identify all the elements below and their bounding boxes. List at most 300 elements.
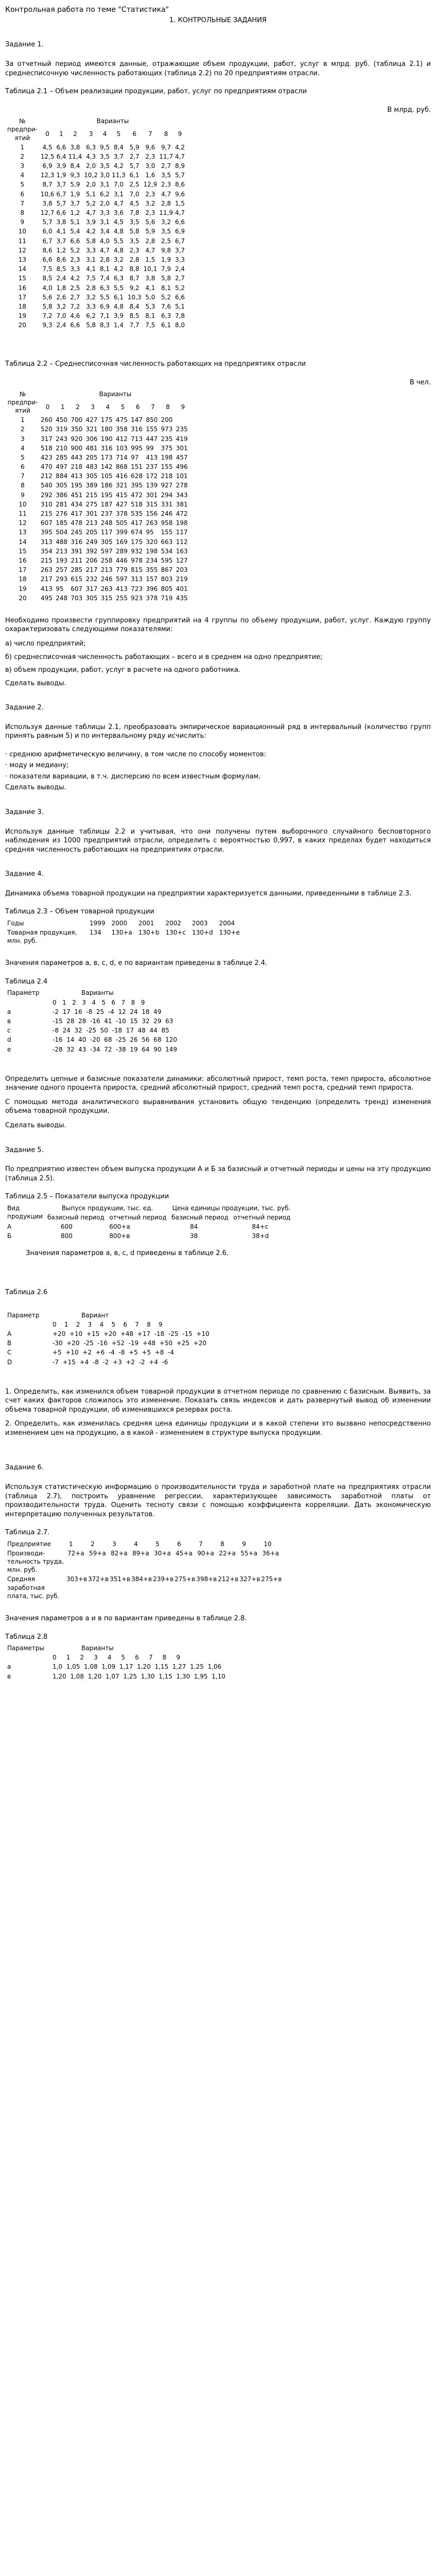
table-cell: 723 — [131, 585, 143, 592]
table-cell: 607 — [41, 519, 53, 527]
table-cell: 6,6 — [56, 209, 66, 217]
row-number: 7 — [20, 199, 25, 207]
table-row — [5, 594, 190, 603]
table-row — [5, 1358, 212, 1367]
table-2-1-head-left: № предпри-ятий — [7, 117, 38, 142]
table-cell: 2,3 — [145, 209, 155, 217]
table-cell: 7,5 — [42, 265, 53, 273]
table-cell: 416 — [115, 472, 128, 480]
table-cell: 3,1 — [86, 256, 96, 263]
values-cell: -28 32 43 -34 72 -38 19 64 90 149 — [53, 1045, 177, 1053]
table-cell: 923 — [131, 594, 143, 602]
table-cell: 5,9 — [129, 143, 139, 151]
table-cell: 155 — [161, 529, 173, 536]
row-number: 8 — [21, 482, 25, 489]
table-cell: 215 — [41, 510, 53, 518]
row-number: 20 — [18, 321, 26, 329]
table-cell: 292 — [41, 491, 53, 499]
table-2-8 — [5, 1643, 228, 1681]
table-cell: 417 — [131, 519, 143, 527]
productivity-cell: 36+a — [262, 1549, 279, 1557]
task-3-text: Используя данные таблицы 2.2 и учитывая, что они получены путем выборочного случайного бесповторного наблюдения из 1000 предприятий отрасли, определить с вероятностью 0,997, в каких пределах будет находиться средняя численность работающих на предприятиях отрасли. — [5, 827, 431, 854]
task-2-text: Используя данные таблицы 2.1, преобразовать эмпирическое вариационный ряд в интервальный (количество групп принять равным 5) и по интервальному ряду исчислить: — [5, 723, 431, 740]
base-price-cell: 84 — [189, 1223, 198, 1231]
wage-cell: 327+в — [239, 1575, 260, 1583]
table-cell: 142 — [100, 463, 113, 471]
instruction-line: в) объем продукции, работ, услуг в расчете на одного работника. — [5, 666, 241, 674]
table-cell: 260 — [41, 416, 53, 424]
table-cell: 719 — [161, 594, 173, 602]
table-cell: 7,2 — [70, 302, 80, 310]
table-cell: 8,4 — [70, 162, 80, 170]
enterprise-cell: 10 — [264, 1540, 272, 1548]
values-cell: -8 24 32 -25 50 -18 17 48 44 85 — [53, 1027, 169, 1035]
values-cell: +5 +10 +2 +6 -4 -8 +5 +5 +8 -4 — [53, 1349, 175, 1357]
table-cell: 2,5 — [129, 181, 139, 189]
table-cell: 958 — [161, 519, 173, 527]
table-cell: 5,8 — [86, 237, 96, 245]
table-row — [5, 518, 190, 528]
table-cell: 4,2 — [175, 143, 185, 151]
table-cell: 218 — [71, 463, 83, 471]
task-2-title: Задание 2. — [5, 704, 44, 712]
table-cell: 255 — [115, 594, 128, 602]
row-number: 2 — [21, 426, 25, 433]
variant-number: 0 — [45, 403, 50, 411]
row-number: 11 — [19, 510, 27, 518]
variant-number: 8 — [164, 130, 168, 138]
table-cell: 306 — [85, 435, 98, 443]
table-cell: 237 — [146, 463, 158, 471]
table-row — [5, 246, 186, 255]
table-cell: 5,4 — [70, 228, 80, 235]
table-cell: 495 — [41, 594, 53, 602]
table-cell: 8,3 — [99, 321, 110, 329]
table-cell: 5,8 — [86, 321, 96, 329]
table-2-6-caption: Таблица 2.6 — [5, 1289, 48, 1297]
table-cell: 779 — [115, 566, 128, 574]
table-cell: 805 — [161, 585, 173, 592]
production-cell: 130+e — [219, 929, 240, 937]
row-number: 11 — [18, 237, 26, 245]
table-cell: 8,1 — [161, 284, 171, 292]
table-row — [5, 584, 190, 594]
table-cell: 331 — [161, 500, 173, 508]
table-cell: 3,0 — [145, 162, 155, 170]
table-cell: 6,7 — [175, 237, 185, 245]
table-row — [5, 311, 186, 320]
paragraph: 1. Определить, как изменился объем товарной продукции в отчетном периоде по сравнению с базисным. Выявить, за счет каких факторов сложилось это изменение. Показать связь индексов и дать развернутый вывод об изменении объема товарной продукции, об изменившихся резервах роста. — [5, 1387, 431, 1414]
table-cell: 8,0 — [175, 321, 185, 329]
productivity-cell: 82+a — [111, 1549, 128, 1557]
years-label: Годы — [7, 919, 24, 927]
table-cell: 4,7 — [175, 152, 185, 160]
instruction-line: Сделать выводы. — [5, 679, 66, 687]
table-cell: 198 — [161, 453, 173, 461]
variant-number: 3 — [91, 403, 95, 411]
table-cell: 597 — [115, 575, 128, 583]
table-cell: 4,2 — [113, 162, 124, 170]
variant-numbers-2-6: 0 1 2 3 4 5 6 7 8 9 — [53, 1320, 163, 1328]
table-cell: 5,1 — [86, 190, 96, 198]
table-row — [5, 217, 186, 227]
table-cell: 2,7 — [70, 293, 80, 301]
table-cell: 423 — [41, 453, 53, 461]
table-cell: 4,0 — [42, 284, 53, 292]
sub-base-2: базисный период — [171, 1213, 229, 1221]
table-cell: 6,2 — [99, 190, 110, 198]
table-cell: 6,1 — [113, 293, 124, 301]
table-cell: 180 — [100, 426, 113, 433]
enterprise-cell: 9 — [242, 1540, 246, 1548]
row-number: 14 — [19, 538, 27, 546]
table-cell: 215 — [85, 491, 98, 499]
table-cell: 8,8 — [129, 265, 139, 273]
table-2-1-unit: В млрд. руб. — [387, 106, 431, 114]
table-cell: 316 — [131, 426, 143, 433]
wage-cell: 239+в — [153, 1575, 174, 1583]
table-cell: 147 — [131, 416, 143, 424]
report-output-cell: 800+в — [109, 1232, 130, 1240]
table-cell: 803 — [161, 575, 173, 583]
kind-cell: Б — [7, 1232, 12, 1240]
table-row — [5, 500, 190, 509]
instruction-line: Необходимо произвести группировку предприятий на 4 группы по объему продукции, работ, услуг. Каждую группу охарактеризовать следующими показателями: — [5, 616, 431, 634]
row-number: 4 — [20, 172, 25, 179]
task-6-params-text: Значения параметров a и в по вариантам приведены в таблице 2.8. — [5, 1615, 247, 1623]
enterprise-cell: 4 — [134, 1540, 138, 1548]
productivity-cell: 55+a — [240, 1549, 257, 1557]
table-cell: 8,5 — [129, 312, 139, 320]
row-number: 1 — [21, 416, 25, 424]
row-number: 15 — [19, 547, 27, 555]
param-cell: в — [7, 1672, 11, 1680]
variant-number: 5 — [120, 403, 125, 411]
table-cell: 301 — [176, 444, 188, 452]
table-cell: 127 — [176, 556, 188, 564]
wage-cell: 351+в — [110, 1575, 131, 1583]
table-cell: 446 — [115, 556, 128, 564]
table-cell: 358 — [115, 426, 128, 433]
table-cell: 11,9 — [159, 209, 173, 217]
table-cell: 11,7 — [159, 152, 173, 160]
table-cell: 2,3 — [70, 256, 80, 263]
table-cell: 2,7 — [161, 162, 171, 170]
variants-label-2-6: Вариант — [81, 1311, 109, 1319]
table-cell: 151 — [131, 463, 143, 471]
enterprise-cell: 8 — [220, 1540, 224, 1548]
table-cell: 1,6 — [145, 172, 155, 179]
instruction-line: а) число предприятий; — [5, 639, 86, 648]
table-cell: 9,2 — [129, 284, 139, 292]
table-cell: 9,6 — [145, 143, 155, 151]
table-cell: 235 — [161, 435, 173, 443]
row-number: 2 — [20, 152, 25, 160]
table-cell: 7,8 — [129, 209, 139, 217]
table-cell: 355 — [146, 566, 158, 574]
col-kind: Вид продукции — [7, 1204, 43, 1220]
table-cell: 305 — [56, 482, 68, 489]
table-cell: 5,6 — [42, 293, 53, 301]
table-cell: 457 — [176, 453, 188, 461]
table-cell: 354 — [41, 547, 53, 555]
enterprise-cell: 5 — [155, 1540, 160, 1548]
table-cell: 399 — [115, 529, 128, 536]
table-cell: 99 — [146, 444, 154, 452]
table-cell: 1,8 — [56, 284, 66, 292]
table-row — [5, 453, 190, 462]
table-cell: 206 — [85, 556, 98, 564]
table-cell: 2,0 — [86, 181, 96, 189]
table-cell: 597 — [100, 547, 113, 555]
sub-report-2: отчетный период — [233, 1213, 291, 1221]
table-row — [5, 444, 190, 453]
variant-number: 7 — [151, 403, 155, 411]
table-row — [5, 190, 186, 199]
table-cell: 4,7 — [99, 246, 110, 254]
table-row — [5, 227, 186, 236]
table-cell: 3,5 — [129, 218, 139, 226]
table-cell: 8,6 — [42, 246, 53, 254]
table-cell: 2,8 — [86, 284, 96, 292]
values-cell: -15 28 28 -16 41 -10 15 32 29 63 — [53, 1018, 173, 1025]
table-cell: 3,5 — [129, 237, 139, 245]
table-cell: 470 — [41, 463, 53, 471]
table-cell: 6,6 — [42, 256, 53, 263]
table-2-8-caption: Таблица 2.8 — [5, 1633, 48, 1641]
table-cell: 305 — [85, 472, 98, 480]
table-cell: 10,1 — [143, 265, 158, 273]
table-cell: 2,7 — [129, 152, 139, 160]
table-cell: 217 — [85, 566, 98, 574]
table-cell: 7,2 — [42, 312, 53, 320]
table-cell: 5,8 — [42, 302, 53, 310]
table-cell: 450 — [56, 416, 68, 424]
param-cell: c — [7, 1027, 11, 1035]
table-cell: 9,5 — [99, 143, 110, 151]
table-cell: 211 — [71, 556, 83, 564]
table-cell: 496 — [176, 463, 188, 471]
kind-cell: А — [7, 1223, 12, 1231]
table-cell: 1,5 — [175, 199, 185, 207]
table-cell: 413 — [146, 453, 158, 461]
table-cell: 3,3 — [99, 209, 110, 217]
table-cell: 173 — [100, 453, 113, 461]
table-cell: 5,5 — [113, 237, 124, 245]
row-number: 13 — [18, 256, 26, 263]
table-cell: 497 — [56, 463, 68, 471]
col-output: Выпуск продукции, тыс. ед. — [61, 1204, 153, 1212]
table-cell: 263 — [41, 566, 53, 574]
base-output-cell: 800 — [61, 1232, 73, 1240]
table-cell: 412 — [115, 435, 128, 443]
table-cell: 9,8 — [161, 246, 171, 254]
table-cell: 663 — [161, 538, 173, 546]
table-cell: 3,5 — [161, 228, 171, 235]
table-cell: 2,5 — [161, 237, 171, 245]
table-cell: 391 — [71, 547, 83, 555]
table-cell: 995 — [131, 444, 143, 452]
table-cell: 520 — [41, 426, 53, 433]
task-2-items — [5, 750, 431, 792]
table-cell: 4,5 — [129, 199, 139, 207]
table-cell: 185 — [56, 519, 68, 527]
variant-number: 2 — [76, 403, 80, 411]
table-2-1-head-variants: Варианты — [96, 117, 129, 125]
table-cell: 9,3 — [42, 321, 53, 329]
wage-cell: 398+в — [196, 1575, 217, 1583]
year-cell: 2001 — [138, 919, 154, 927]
table-cell: 7,1 — [99, 312, 110, 320]
row-number: 8 — [20, 209, 25, 217]
table-cell: 7,4 — [99, 275, 110, 282]
row-number: 4 — [21, 444, 25, 452]
table-cell: 478 — [71, 519, 83, 527]
table-cell: 4,2 — [113, 265, 124, 273]
table-cell: 11,4 — [68, 152, 82, 160]
task-4-title: Задание 4. — [5, 870, 44, 878]
table-cell: 3,8 — [145, 275, 155, 282]
task-6-text: Используя статистическую информацию о производительности труда и заработной плате на предприятиях отрасли (таблица 2.7), построить уравнение регрессии, характеризующее зависимость заработной платы от производительности труда. Оценить тесноту связи с помощью коэффициента корреляции. Дать экономическую интерпретацию полученных результатов. — [5, 1483, 431, 1518]
table-cell: 263 — [146, 519, 158, 527]
table-cell: 105 — [100, 472, 113, 480]
table-cell: 11,3 — [112, 172, 126, 179]
table-cell: 1,4 — [113, 321, 124, 329]
table-row — [5, 565, 190, 574]
wage-cell: 275+в — [175, 1575, 196, 1583]
table-cell: 3,2 — [56, 302, 66, 310]
table-cell: 215 — [41, 556, 53, 564]
table-cell: 248 — [100, 519, 113, 527]
table-cell: 3,9 — [86, 218, 96, 226]
task-4-params-text: Значения параметров a, в, c, d, e по вариантам приведены в таблице 2.4. — [5, 959, 268, 968]
table-cell: 169 — [115, 538, 128, 546]
row-number: 12 — [19, 519, 27, 527]
paragraph: С помощью метода аналитического выравнивания установить общую тенденцию (определить тренд) изменения объема товарной продукции. — [5, 1098, 431, 1115]
document-title: Контрольная работа по теме "Статистика" — [5, 6, 169, 14]
table-cell: 518 — [131, 500, 143, 508]
table-row — [5, 1035, 179, 1044]
col-price: Цена единицы продукции, тыс. руб. — [172, 1204, 291, 1212]
table-cell: 4,3 — [86, 152, 96, 160]
table-cell: 375 — [161, 444, 173, 452]
table-cell: 4,2 — [70, 275, 80, 282]
table-cell: 186 — [100, 482, 113, 489]
table-2-7-caption: Таблица 2.7. — [5, 1529, 50, 1537]
table-cell: 386 — [56, 491, 68, 499]
list-item: · показатели вариации, в т.ч. дисперсию по всем известным формулам. — [5, 772, 261, 781]
table-cell: 275 — [85, 500, 98, 508]
table-cell: 205 — [85, 453, 98, 461]
table-cell: 276 — [56, 510, 68, 518]
table-row — [5, 528, 190, 537]
table-cell: 316 — [71, 538, 83, 546]
productivity-cell: 89+a — [132, 1549, 149, 1557]
param-cell: a — [7, 1008, 11, 1015]
table-cell: 3,3 — [86, 246, 96, 254]
param-cell: B — [7, 1340, 12, 1347]
table-cell: 12,5 — [40, 152, 55, 160]
table-cell: 2,3 — [161, 181, 171, 189]
table-cell: 504 — [56, 529, 68, 536]
table-2-2-head-left: № предпри-ятий — [7, 390, 38, 414]
table-cell: 117 — [100, 529, 113, 536]
table-2-1 — [5, 116, 186, 330]
table-cell: 628 — [131, 472, 143, 480]
table-cell: 7,5 — [86, 275, 96, 282]
table-cell: 2,4 — [56, 321, 66, 329]
year-cell: 2000 — [111, 919, 128, 927]
table-cell: 246 — [161, 510, 173, 518]
table-cell: 1,2 — [70, 209, 80, 217]
productivity-cell: 45+a — [176, 1549, 193, 1557]
table-cell: 4,7 — [86, 209, 96, 217]
table-cell: 2,3 — [145, 152, 155, 160]
table-cell: 703 — [71, 594, 83, 602]
table-cell: 5,6 — [145, 218, 155, 226]
table-cell: 210 — [56, 444, 68, 452]
table-cell: 7,0 — [56, 312, 66, 320]
table-cell: 2,4 — [175, 265, 185, 273]
table-cell: 6,6 — [56, 143, 66, 151]
task-6-title: Задание 6. — [5, 1464, 44, 1472]
table-cell: 163 — [176, 547, 188, 555]
production-cell: 130+d — [192, 929, 213, 937]
table-cell: 395 — [131, 482, 143, 489]
table-cell: 257 — [56, 566, 68, 574]
table-cell: 3,4 — [99, 228, 110, 235]
list-item: · среднюю арифметическую величину, в том числе по способу моментов: — [5, 750, 266, 758]
table-cell: 434 — [71, 500, 83, 508]
table-cell: 195 — [71, 482, 83, 489]
sub-report: отчетный период — [109, 1213, 167, 1221]
table-cell: 7,5 — [145, 321, 155, 329]
table-cell: 97 — [131, 453, 139, 461]
param-label: Параметр — [7, 989, 40, 997]
table-cell: 3,7 — [113, 152, 124, 160]
row-number: 19 — [19, 585, 27, 592]
table-cell: 8,7 — [42, 181, 53, 189]
table-cell: 193 — [56, 556, 68, 564]
param-cell: в — [7, 1018, 11, 1025]
wage-cell: 372+в — [88, 1575, 109, 1583]
table-cell: 315 — [100, 594, 113, 602]
table-cell: 321 — [115, 482, 128, 489]
table-cell: 6,6 — [70, 321, 80, 329]
table-cell: 8,5 — [56, 265, 66, 273]
table-cell: 278 — [176, 482, 188, 489]
table-cell: 1,2 — [56, 246, 66, 254]
table-cell: 5,2 — [70, 246, 80, 254]
table-cell: 103 — [115, 444, 128, 452]
table-row — [5, 1348, 212, 1357]
table-cell: 316 — [100, 444, 113, 452]
table-cell: 139 — [146, 482, 158, 489]
base-output-cell: 600 — [61, 1223, 73, 1231]
table-cell: 2,0 — [86, 162, 96, 170]
table-2-7 — [5, 1539, 282, 1601]
variants-label: Варианты — [81, 989, 114, 997]
table-cell: 5,9 — [70, 181, 80, 189]
variant-number: 1 — [60, 403, 65, 411]
table-cell: 505 — [115, 519, 128, 527]
table-cell: 867 — [161, 566, 173, 574]
productivity-cell: 22+a — [219, 1549, 236, 1557]
table-cell: 213 — [100, 566, 113, 574]
table-2-5-caption: Таблица 2.5 – Показатели выпуска продукции — [5, 1193, 169, 1201]
table-cell: 700 — [71, 416, 83, 424]
table-cell: 313 — [131, 575, 143, 583]
